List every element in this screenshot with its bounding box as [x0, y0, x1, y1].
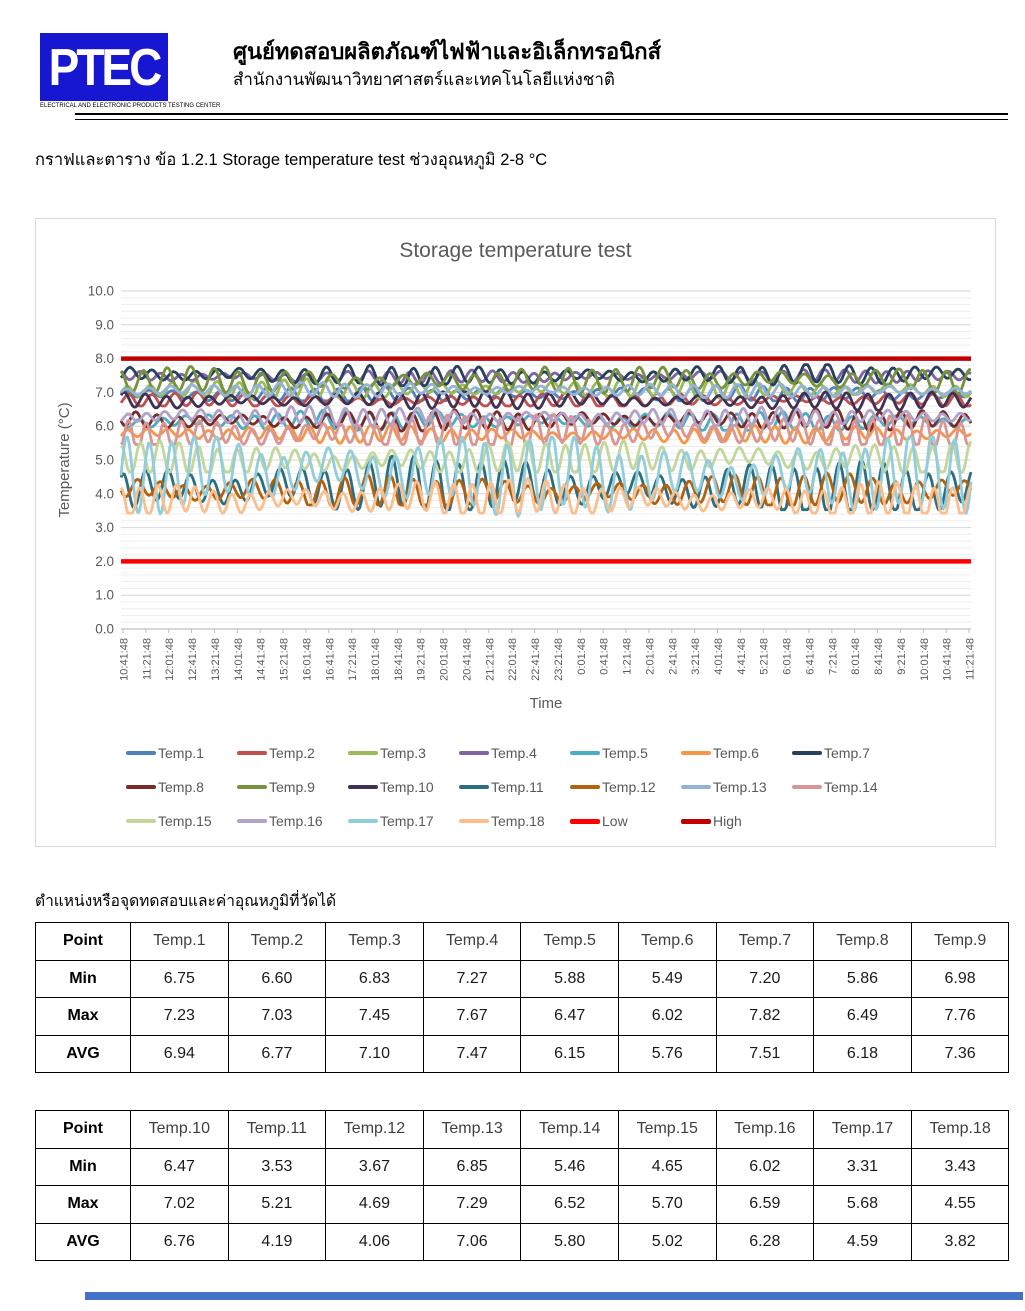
x-tick-label: 7:21:48: [827, 638, 840, 675]
value-cell: 6.83: [326, 960, 424, 998]
value-cell: 7.82: [716, 998, 814, 1036]
legend-item-Temp.4: [459, 743, 570, 763]
col-header: Temp.12: [326, 1111, 424, 1149]
col-header: Temp.16: [716, 1111, 814, 1149]
row-header: AVG: [36, 1035, 131, 1073]
legend-swatch: [348, 751, 378, 755]
x-tick-label: 4:41:48: [735, 638, 748, 675]
x-tick-label: 11:21:48: [964, 638, 977, 681]
table-row: [36, 998, 1009, 1036]
table-header-row: [36, 1111, 1009, 1149]
ptec-logo: [40, 33, 221, 109]
x-tick-label: 15:21:48: [278, 638, 291, 681]
legend-swatch: [681, 819, 711, 824]
legend-item-Temp.5: [570, 743, 681, 763]
legend-swatch: [459, 751, 489, 755]
legend-item-Temp.11: [459, 777, 570, 797]
legend-swatch: [459, 785, 489, 789]
value-cell: 6.18: [814, 1035, 912, 1073]
legend-item-Temp.13: [681, 777, 792, 797]
legend-item-Temp.16: [237, 811, 348, 831]
table-row: [36, 960, 1009, 998]
x-tick-label: 5:21:48: [758, 638, 771, 675]
x-tick-label: 22:41:48: [530, 638, 543, 681]
x-tick-label: 20:01:48: [438, 638, 451, 681]
legend-item-Temp.3: [348, 743, 459, 763]
x-tick-label: 10:01:48: [918, 638, 931, 681]
legend-item-Temp.14: [792, 777, 903, 797]
legend-swatch: [348, 819, 378, 823]
x-tick-label: 1:21:48: [621, 638, 634, 675]
legend-item-Temp.12: [570, 777, 681, 797]
header-rule: [75, 113, 1008, 120]
legend-label: Temp.8: [158, 779, 204, 795]
col-header: Temp.5: [521, 923, 619, 961]
x-tick-label: 17:21:48: [347, 638, 360, 681]
summary-table-1: [35, 922, 1009, 1073]
y-tick-label: 8.0: [95, 351, 114, 367]
legend-item-Temp.7: [792, 743, 903, 763]
value-cell: 3.53: [228, 1148, 326, 1186]
legend-item-High: [681, 811, 792, 831]
x-tick-label: 18:41:48: [392, 638, 405, 681]
legend-swatch: [126, 819, 156, 823]
value-cell: 7.51: [716, 1035, 814, 1073]
col-header: Temp.10: [131, 1111, 229, 1149]
value-cell: 6.47: [521, 998, 619, 1036]
legend-label: Temp.13: [713, 779, 767, 795]
x-tick-label: 14:41:48: [255, 638, 268, 681]
value-cell: 7.23: [131, 998, 229, 1036]
legend-label: Temp.5: [602, 745, 648, 761]
value-cell: 3.67: [326, 1148, 424, 1186]
row-header: Max: [36, 998, 131, 1036]
value-cell: 6.75: [131, 960, 229, 998]
col-header-point: Point: [36, 1111, 131, 1149]
legend-label: Temp.11: [491, 779, 544, 795]
footer-rule: [85, 1292, 1023, 1300]
legend-swatch: [681, 751, 711, 755]
x-axis-title: Time: [529, 695, 563, 712]
col-header: Temp.18: [911, 1111, 1009, 1149]
value-cell: 6.02: [716, 1148, 814, 1186]
y-tick-label: 1.0: [95, 587, 114, 603]
value-cell: 4.65: [618, 1148, 716, 1186]
value-cell: 4.19: [228, 1223, 326, 1261]
temperature-chart: [35, 218, 996, 847]
x-tick-label: 12:41:48: [187, 638, 200, 681]
legend-swatch: [570, 751, 600, 755]
x-tick-label: 22:01:48: [507, 638, 520, 681]
value-cell: 7.45: [326, 998, 424, 1036]
x-tick-label: 2:01:48: [644, 638, 657, 675]
legend-swatch: [126, 785, 156, 789]
value-cell: 4.69: [326, 1186, 424, 1224]
x-tick-label: 6:01:48: [781, 638, 794, 675]
value-cell: 6.59: [716, 1186, 814, 1224]
value-cell: 3.43: [911, 1148, 1009, 1186]
table-header-row: [36, 923, 1009, 961]
legend-label: Temp.9: [269, 779, 315, 795]
legend-item-Temp.9: [237, 777, 348, 797]
value-cell: 7.27: [423, 960, 521, 998]
value-cell: 6.94: [131, 1035, 229, 1073]
value-cell: 6.15: [521, 1035, 619, 1073]
x-tick-label: 9:21:48: [895, 638, 908, 675]
legend-label: Temp.10: [380, 779, 434, 795]
x-tick-label: 6:41:48: [804, 638, 817, 675]
value-cell: 6.52: [521, 1186, 619, 1224]
value-cell: 7.10: [326, 1035, 424, 1073]
legend-item-Temp.17: [348, 811, 459, 831]
value-cell: 3.82: [911, 1223, 1009, 1261]
chart-legend: [126, 743, 903, 831]
legend-label: High: [713, 813, 742, 829]
x-tick-label: 0:41:48: [598, 638, 611, 675]
col-header: Temp.13: [423, 1111, 521, 1149]
legend-label: Temp.4: [491, 745, 537, 761]
legend-swatch: [570, 785, 600, 789]
y-tick-label: 6.0: [95, 418, 114, 434]
y-axis-title: Temperature (°C): [56, 402, 73, 518]
legend-swatch: [459, 819, 489, 823]
legend-item-Temp.6: [681, 743, 792, 763]
value-cell: 6.77: [228, 1035, 326, 1073]
value-cell: 5.46: [521, 1148, 619, 1186]
col-header: Temp.1: [131, 923, 229, 961]
legend-label: Temp.12: [602, 779, 656, 795]
x-tick-label: 4:01:48: [712, 638, 725, 675]
row-header: AVG: [36, 1223, 131, 1261]
legend-swatch: [237, 751, 267, 755]
x-tick-label: 8:01:48: [850, 638, 863, 675]
x-tick-label: 23:21:48: [552, 638, 565, 681]
legend-item-Low: [570, 811, 681, 831]
section-heading: กราฟและตาราง ข้อ 1.2.1 Storage temperature test ช่วงอุณหภูมิ 2-8 °C: [35, 151, 548, 169]
x-tick-label: 8:41:48: [873, 638, 886, 675]
legend-swatch: [237, 785, 267, 789]
value-cell: 3.31: [814, 1148, 912, 1186]
table-caption: ตำแหน่งหรือจุดทดสอบและค่าอุณหภูมิที่วัดได้: [35, 893, 337, 910]
x-tick-label: 20:41:48: [461, 638, 474, 681]
value-cell: 4.06: [326, 1223, 424, 1261]
value-cell: 7.36: [911, 1035, 1009, 1073]
row-header: Max: [36, 1186, 131, 1224]
value-cell: 5.49: [618, 960, 716, 998]
col-header: Temp.8: [814, 923, 912, 961]
col-header: Temp.7: [716, 923, 814, 961]
value-cell: 6.76: [131, 1223, 229, 1261]
value-cell: 6.98: [911, 960, 1009, 998]
table-row: [36, 1186, 1009, 1224]
value-cell: 5.88: [521, 960, 619, 998]
x-tick-label: 13:21:48: [209, 638, 222, 681]
value-cell: 6.47: [131, 1148, 229, 1186]
ptec-logo-text: PTEC: [48, 37, 160, 97]
legend-label: Low: [602, 813, 628, 829]
value-cell: 4.59: [814, 1223, 912, 1261]
table-row: [36, 1148, 1009, 1186]
col-header: Temp.15: [618, 1111, 716, 1149]
x-tick-label: 2:41:48: [667, 638, 680, 675]
value-cell: 7.76: [911, 998, 1009, 1036]
value-cell: 7.29: [423, 1186, 521, 1224]
value-cell: 7.67: [423, 998, 521, 1036]
legend-swatch: [237, 819, 267, 823]
legend-swatch: [348, 785, 378, 789]
x-tick-label: 18:01:48: [370, 638, 383, 681]
table-row: [36, 1035, 1009, 1073]
value-cell: 4.55: [911, 1186, 1009, 1224]
y-tick-label: 10.0: [87, 283, 114, 299]
x-tick-label: 12:01:48: [164, 638, 177, 681]
value-cell: 7.20: [716, 960, 814, 998]
y-tick-label: 4.0: [95, 486, 114, 502]
value-cell: 5.76: [618, 1035, 716, 1073]
ptec-logo-caption: ELECTRICAL AND ELECTRONIC PRODUCTS TESTING CENTER: [40, 103, 221, 109]
value-cell: 6.49: [814, 998, 912, 1036]
legend-item-Temp.18: [459, 811, 570, 831]
legend-swatch: [792, 785, 822, 789]
row-header: Min: [36, 960, 131, 998]
legend-item-Temp.1: [126, 743, 237, 763]
legend-swatch: [681, 785, 711, 789]
x-tick-label: 14:01:48: [232, 638, 245, 681]
col-header-point: Point: [36, 923, 131, 961]
row-header: Min: [36, 1148, 131, 1186]
col-header: Temp.3: [326, 923, 424, 961]
value-cell: 6.28: [716, 1223, 814, 1261]
y-tick-label: 9.0: [95, 317, 114, 333]
value-cell: 7.03: [228, 998, 326, 1036]
legend-item-Temp.10: [348, 777, 459, 797]
value-cell: 7.02: [131, 1186, 229, 1224]
value-cell: 5.86: [814, 960, 912, 998]
value-cell: 6.60: [228, 960, 326, 998]
col-header: Temp.6: [618, 923, 716, 961]
value-cell: 6.85: [423, 1148, 521, 1186]
col-header: Temp.11: [228, 1111, 326, 1149]
y-tick-label: 0.0: [95, 621, 114, 637]
table-row: [36, 1223, 1009, 1261]
legend-label: Temp.7: [824, 745, 870, 761]
x-tick-label: 0:01:48: [575, 638, 588, 675]
legend-item-Temp.15: [126, 811, 237, 831]
org-title: ศูนย์ทดสอบผลิตภัณฑ์ไฟฟ้าและอิเล็กทรอนิกส์: [233, 39, 662, 64]
x-tick-label: 10:41:48: [118, 638, 131, 681]
legend-label: Temp.15: [158, 813, 212, 829]
x-tick-label: 21:21:48: [484, 638, 497, 681]
legend-item-Temp.2: [237, 743, 348, 763]
ptec-logo-box: [40, 33, 168, 101]
x-tick-label: 11:21:48: [141, 638, 154, 681]
value-cell: 5.68: [814, 1186, 912, 1224]
legend-label: Temp.17: [380, 813, 434, 829]
value-cell: 7.06: [423, 1223, 521, 1261]
value-cell: 5.70: [618, 1186, 716, 1224]
value-cell: 7.47: [423, 1035, 521, 1073]
col-header: Temp.14: [521, 1111, 619, 1149]
org-subtitle: สำนักงานพัฒนาวิทยาศาสตร์และเทคโนโลยีแห่งชาติ: [233, 70, 615, 89]
value-cell: 5.02: [618, 1223, 716, 1261]
legend-label: Temp.1: [158, 745, 204, 761]
value-cell: 5.80: [521, 1223, 619, 1261]
chart-title: Storage temperature test: [399, 239, 632, 262]
value-cell: 5.21: [228, 1186, 326, 1224]
x-tick-label: 16:01:48: [301, 638, 314, 681]
legend-label: Temp.3: [380, 745, 426, 761]
legend-label: Temp.6: [713, 745, 759, 761]
legend-swatch: [792, 751, 822, 755]
x-tick-label: 19:21:48: [415, 638, 428, 681]
col-header: Temp.9: [911, 923, 1009, 961]
col-header: Temp.17: [814, 1111, 912, 1149]
legend-label: Temp.2: [269, 745, 315, 761]
y-tick-label: 3.0: [95, 520, 114, 536]
col-header: Temp.4: [423, 923, 521, 961]
summary-table-2: [35, 1110, 1009, 1261]
y-tick-label: 2.0: [95, 553, 114, 569]
x-tick-label: 3:21:48: [690, 638, 703, 675]
legend-swatch: [126, 751, 156, 755]
legend-item-Temp.8: [126, 777, 237, 797]
y-tick-label: 7.0: [95, 384, 114, 400]
legend-label: Temp.18: [491, 813, 545, 829]
legend-label: Temp.14: [824, 779, 878, 795]
x-tick-label: 10:41:48: [941, 638, 954, 681]
legend-label: Temp.16: [269, 813, 323, 829]
legend-swatch: [570, 819, 600, 824]
value-cell: 6.02: [618, 998, 716, 1036]
x-tick-label: 16:41:48: [324, 638, 337, 681]
y-tick-label: 5.0: [95, 452, 114, 468]
col-header: Temp.2: [228, 923, 326, 961]
